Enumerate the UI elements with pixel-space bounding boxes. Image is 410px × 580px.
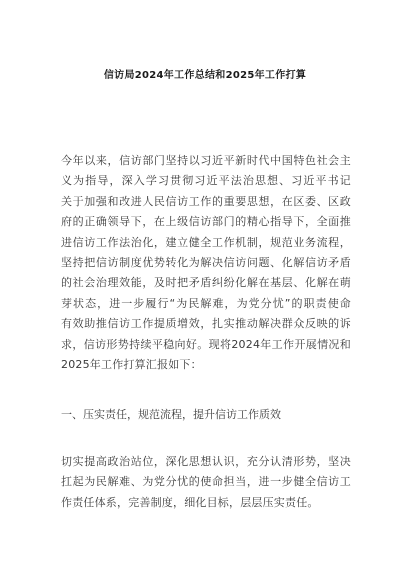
intro-line: 有效助推信访工作提质增效，扎实推动解决群众反映的诉	[61, 317, 351, 331]
document-title: 信访局2024年工作总结和2025年工作打算	[103, 70, 307, 81]
intro-line: 的社会治理效能，及时把矛盾纠纷化解在基层、化解在萌	[61, 276, 351, 290]
section-heading: 一、压实责任，规范流程，提升信访工作质效	[61, 408, 281, 421]
intro-line: 府的正确领导下，在上级信访部门的精心指导下，全面推	[61, 215, 351, 229]
intro-line: 坚持把信访制度优势转化为解决信访问题、化解信访矛盾	[61, 255, 351, 269]
intro-line: 芽状态，进一步履行“为民解难，为党分忧”的职责使命	[61, 296, 351, 310]
intro-line: 义为指导，深入学习贯彻习近平法治思想、习近平书记	[61, 174, 351, 188]
section1-paragraph	[61, 452, 351, 513]
intro-line: 关于加强和改进人民信访工作的重要思想，在区委、区政	[61, 194, 351, 208]
section1-line: 扛起为民解难、为党分忧的使命担当，进一步健全信访工	[61, 475, 351, 489]
intro-line: 进信访工作法治化，建立健全工作机制，规范业务流程，	[61, 235, 351, 249]
intro-line: 求，信访形势持续平稳向好。现将2024年工作开展情况和	[61, 337, 351, 351]
intro-line: 今年以来，信访部门坚持以习近平新时代中国特色社会主	[61, 154, 351, 167]
intro-line: 2025年工作打算汇报如下：	[61, 357, 202, 371]
intro-paragraph	[61, 151, 351, 375]
section1-line: 切实提高政治站位，深化思想认识，充分认清形势，坚决	[61, 455, 351, 468]
section1-line: 作责任体系，完善制度，细化目标，层层压实责任。	[61, 495, 319, 509]
